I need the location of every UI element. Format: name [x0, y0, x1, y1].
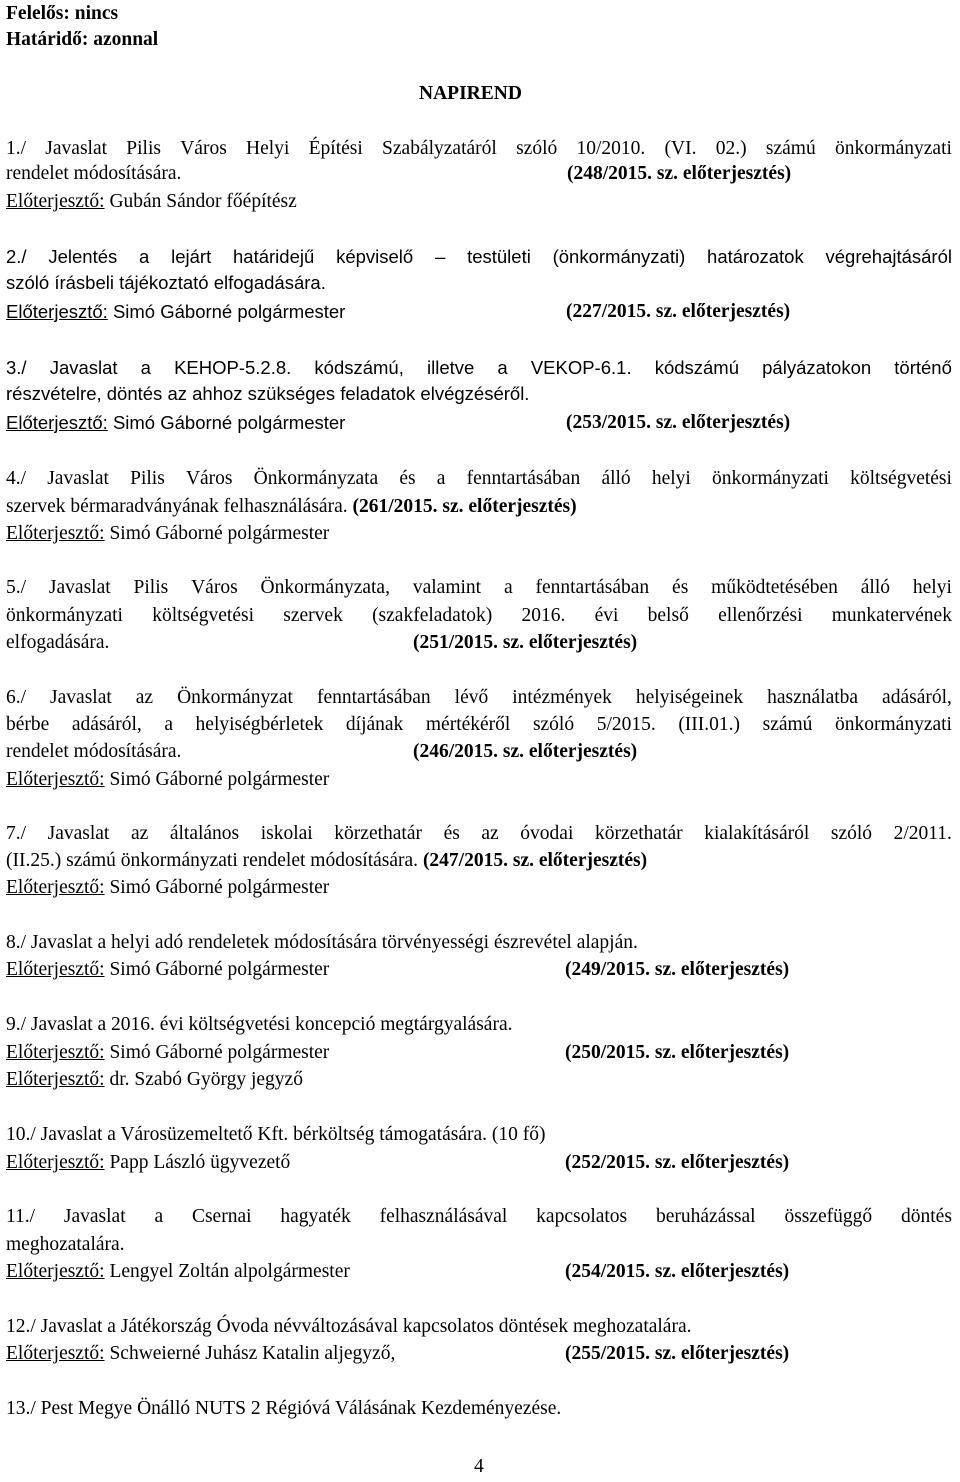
- word: Város: [185, 468, 233, 489]
- word: iskolai: [260, 823, 313, 844]
- word: helyiségbérletek: [195, 714, 324, 735]
- page-title: NAPIREND: [419, 83, 522, 104]
- word: bérbe: [6, 714, 50, 735]
- word: szóló: [516, 138, 558, 159]
- word: Építési: [308, 138, 363, 159]
- presenter-name: Simó Gáborné polgármester: [112, 301, 346, 322]
- agenda-item-13-line-1: 13./ Pest Megye Önálló NUTS 2 Régióvá Válásának Kezdeményezése.: [6, 1398, 562, 1419]
- word: helyi: [651, 468, 691, 489]
- word: –: [434, 246, 446, 267]
- word: díjának: [345, 714, 404, 735]
- word: és: [399, 468, 416, 489]
- deadline-line: Határidő: azonnal: [6, 29, 159, 50]
- presenter-label: Előterjesztő:: [6, 1042, 105, 1063]
- word: 3./: [6, 357, 27, 378]
- agenda-item-5-line-1: [6, 576, 952, 600]
- presenter-label: Előterjesztő:: [6, 877, 105, 898]
- word: Javaslat: [48, 577, 111, 598]
- word: Javaslat: [47, 468, 109, 489]
- word: évi: [594, 605, 619, 626]
- agenda-item-4-line-1: [6, 467, 952, 491]
- word: kódszámú,: [314, 357, 404, 378]
- presenter-name: Lengyel Zoltán alpolgármester: [109, 1261, 350, 1282]
- word: intézmények: [512, 687, 612, 708]
- presenter-name: Simó Gáborné polgármester: [109, 1042, 330, 1063]
- word: fenntartásában: [535, 577, 650, 598]
- word: Javaslat: [50, 687, 112, 708]
- agenda-item-7-line-2: [6, 849, 647, 873]
- word: Önkormányzata,: [260, 577, 390, 598]
- word: a: [140, 357, 151, 378]
- word: valamint: [412, 577, 482, 598]
- presenter-name: Simó Gáborné polgármester: [109, 877, 330, 898]
- word: adásáról,: [71, 714, 142, 735]
- word: VEKOP-6.1.: [530, 357, 632, 378]
- word: szervek: [283, 605, 343, 626]
- agenda-item-12-reference: (255/2015. sz. előterjesztés): [565, 1343, 790, 1364]
- word: testületi: [467, 246, 531, 267]
- agenda-item-9-line-1: 9./ Javaslat a 2016. évi költségvetési koncepció megtárgyalására.: [6, 1014, 513, 1035]
- word: az: [130, 823, 149, 844]
- word: költségvetési: [152, 605, 255, 626]
- presenter-name: Simó Gáborné polgármester: [112, 412, 346, 433]
- word: a: [164, 714, 173, 735]
- word: (VI.: [664, 138, 697, 159]
- agenda-item-1-presenter: [6, 190, 297, 214]
- word: Javaslat: [45, 138, 108, 159]
- presenter-label: Előterjesztő:: [6, 959, 105, 980]
- word: 6./: [6, 687, 27, 708]
- word: általános: [169, 823, 240, 844]
- agenda-item-4-text: szervek bérmaradványának felhasználására.: [6, 496, 348, 517]
- word: határidejű: [233, 246, 315, 267]
- word: Javaslat: [63, 1206, 126, 1227]
- agenda-item-3-reference: (253/2015. sz. előterjesztés): [566, 412, 791, 433]
- word: önkormányzati: [712, 468, 829, 489]
- word: történő: [894, 357, 952, 378]
- agenda-item-8-line-1: 8./ Javaslat a helyi adó rendeletek módosítására törvényességi észrevétel alapján.: [6, 932, 638, 953]
- agenda-item-1-reference: (248/2015. sz. előterjesztés): [567, 163, 792, 184]
- word: belső: [647, 605, 689, 626]
- word: 5/2015.: [596, 714, 656, 735]
- word: képviselő: [336, 246, 414, 267]
- word: kapcsolatos: [536, 1206, 628, 1227]
- word: önkormányzati: [834, 138, 952, 159]
- presenter-label: Előterjesztő:: [6, 1343, 105, 1364]
- word: kialakításáról: [704, 823, 810, 844]
- word: és: [672, 577, 689, 598]
- word: Helyi: [246, 138, 290, 159]
- presenter-name: Simó Gáborné polgármester: [109, 959, 330, 980]
- word: 1./: [6, 138, 27, 159]
- word: KEHOP-5.2.8.: [174, 357, 292, 378]
- word: a: [154, 1206, 164, 1227]
- agenda-item-8-reference: (249/2015. sz. előterjesztés): [565, 959, 790, 980]
- presenter-name: dr. Szabó György jegyző: [109, 1069, 303, 1090]
- word: pályázatokon: [762, 357, 872, 378]
- word: (III.01.): [678, 714, 741, 735]
- agenda-item-7-reference: (247/2015. sz. előterjesztés): [422, 850, 648, 871]
- agenda-item-9-reference: (250/2015. sz. előterjesztés): [565, 1042, 790, 1063]
- agenda-item-6-line-2: [6, 713, 952, 737]
- agenda-item-11-reference: (254/2015. sz. előterjesztés): [565, 1261, 790, 1282]
- agenda-item-4-reference: (261/2015. sz. előterjesztés): [352, 496, 577, 517]
- presenter-label: Előterjesztő:: [6, 523, 105, 544]
- word: működtetésében: [711, 577, 838, 598]
- word: körzethatár: [594, 823, 683, 844]
- word: helyi: [912, 577, 952, 598]
- word: beruházással: [655, 1206, 756, 1227]
- agenda-item-3-presenter: [6, 411, 345, 435]
- presenter-label: Előterjesztő:: [6, 769, 105, 790]
- word: álló: [601, 468, 631, 489]
- word: lejárt: [171, 246, 212, 267]
- word: 5./: [6, 577, 27, 598]
- presenter-label: Előterjesztő:: [6, 191, 105, 212]
- word: az: [135, 687, 154, 708]
- word: Pilis: [130, 468, 165, 489]
- word: (szakfeladatok): [372, 605, 493, 626]
- word: Pilis: [126, 138, 161, 159]
- agenda-item-9-presenter-2: [6, 1068, 303, 1092]
- agenda-item-2-line-1: [6, 245, 952, 269]
- responsible-line: Felelős: nincs: [6, 3, 119, 24]
- agenda-item-7-line-1: [6, 822, 952, 846]
- agenda-item-1-line-2: rendelet módosítására.: [6, 163, 182, 184]
- word: számú: [762, 714, 813, 735]
- presenter-label: Előterjesztő:: [6, 1261, 105, 1282]
- word: kódszámú: [654, 357, 740, 378]
- presenter-label: Előterjesztő:: [6, 1152, 105, 1173]
- word: körzethatár: [334, 823, 422, 844]
- agenda-item-6-line-1: [6, 686, 952, 710]
- word: illetve: [426, 357, 475, 378]
- word: a: [497, 357, 508, 378]
- agenda-item-5-reference: (251/2015. sz. előterjesztés): [413, 632, 638, 653]
- presenter-name: Simó Gáborné polgármester: [109, 769, 330, 790]
- word: felhasználásával: [379, 1206, 508, 1227]
- agenda-item-7-text: (II.25.) számú önkormányzati rendelet módosítására.: [6, 850, 419, 871]
- word: 2./: [6, 246, 27, 267]
- word: helyiségeinek: [635, 687, 744, 708]
- word: az: [481, 823, 499, 844]
- word: Pilis: [133, 577, 169, 598]
- agenda-item-4-presenter: [6, 522, 329, 546]
- agenda-item-11-presenter: [6, 1260, 350, 1284]
- agenda-item-3-line-1: [6, 356, 952, 380]
- agenda-item-10-line-1: 10./ Javaslat a Városüzemeltető Kft. bérköltség támogatására. (10 fő): [6, 1124, 546, 1145]
- agenda-item-12-presenter: [6, 1342, 395, 1366]
- word: Javaslat: [49, 357, 118, 378]
- word: a: [503, 577, 513, 598]
- word: hagyaték: [280, 1206, 351, 1227]
- agenda-item-9-presenter: [6, 1041, 329, 1065]
- word: Jelentés: [48, 246, 118, 267]
- word: döntés: [901, 1206, 952, 1227]
- word: 2016.: [521, 605, 566, 626]
- word: Javaslat: [47, 823, 110, 844]
- word: óvodai: [520, 823, 574, 844]
- word: költségvetési: [850, 468, 952, 489]
- agenda-item-1-line-1: [6, 137, 952, 161]
- agenda-item-2-reference: (227/2015. sz. előterjesztés): [566, 301, 791, 322]
- word: 02.): [715, 138, 747, 159]
- presenter-label: Előterjesztő:: [6, 301, 108, 322]
- word: munkatervének: [831, 605, 952, 626]
- word: szóló: [532, 714, 575, 735]
- word: a: [436, 468, 446, 489]
- word: önkormányzati: [6, 605, 123, 626]
- word: és: [443, 823, 460, 844]
- word: 4./: [6, 468, 27, 489]
- agenda-item-3-line-2: részvételre, döntés az ahhoz szükséges feladatok elvégzéséről.: [6, 383, 530, 404]
- word: Önkormányzata: [253, 468, 379, 489]
- word: Szabályzatáról: [382, 138, 497, 159]
- agenda-item-11-line-2: meghozatalára.: [6, 1234, 125, 1255]
- word: összefüggő: [784, 1206, 873, 1227]
- agenda-item-5-line-3: elfogadására.: [6, 632, 110, 653]
- presenter-name: Papp László ügyvezető: [109, 1152, 291, 1173]
- word: Önkormányzat: [177, 687, 293, 708]
- word: álló: [860, 577, 891, 598]
- presenter-label: Előterjesztő:: [6, 1069, 105, 1090]
- word: szóló: [830, 823, 873, 844]
- agenda-item-2-presenter: [6, 300, 345, 324]
- word: 10/2010.: [576, 138, 646, 159]
- word: (önkormányzati): [552, 246, 686, 267]
- word: 7./: [6, 823, 27, 844]
- agenda-item-2-line-2: szóló írásbeli tájékoztató elfogadására.: [6, 272, 326, 293]
- word: Város: [191, 577, 238, 598]
- agenda-item-6-presenter: [6, 768, 329, 792]
- word: határozatok: [707, 246, 804, 267]
- presenter-label: Előterjesztő:: [6, 412, 108, 433]
- agenda-item-6-reference: (246/2015. sz. előterjesztés): [413, 741, 638, 762]
- word: 11./: [6, 1206, 36, 1227]
- presenter-name: Gubán Sándor főépítész: [109, 191, 297, 212]
- presenter-name: Simó Gáborné polgármester: [109, 523, 330, 544]
- agenda-item-6-line-3: rendelet módosítására.: [6, 741, 182, 762]
- agenda-item-12-line-1: 12./ Javaslat a Játékország Óvoda névváltozásával kapcsolatos döntések meghozatalára.: [6, 1316, 692, 1337]
- presenter-name: Schweierné Juhász Katalin aljegyző,: [109, 1343, 396, 1364]
- word: mértékéről: [425, 714, 511, 735]
- word: adásáról,: [882, 687, 952, 708]
- agenda-item-8-presenter: [6, 958, 329, 982]
- agenda-item-10-presenter: [6, 1151, 290, 1175]
- word: ellenőrzési: [718, 605, 803, 626]
- agenda-item-4-line-2: [6, 495, 577, 519]
- agenda-item-11-line-1: [6, 1205, 952, 1229]
- word: 2/2011.: [893, 823, 952, 844]
- word: használatba: [767, 687, 859, 708]
- page-number: 4: [474, 1456, 484, 1477]
- agenda-item-7-presenter: [6, 876, 329, 900]
- word: végrehajtásáról: [825, 246, 952, 267]
- word: fenntartásában: [466, 468, 581, 489]
- word: Város: [180, 138, 227, 159]
- word: Csernai: [191, 1206, 252, 1227]
- agenda-item-10-reference: (252/2015. sz. előterjesztés): [565, 1152, 790, 1173]
- word: számú: [765, 138, 816, 159]
- word: lévő: [454, 687, 489, 708]
- word: a: [139, 246, 150, 267]
- word: önkormányzati: [835, 714, 952, 735]
- agenda-item-5-line-2: [6, 604, 952, 628]
- word: fenntartásában: [316, 687, 431, 708]
